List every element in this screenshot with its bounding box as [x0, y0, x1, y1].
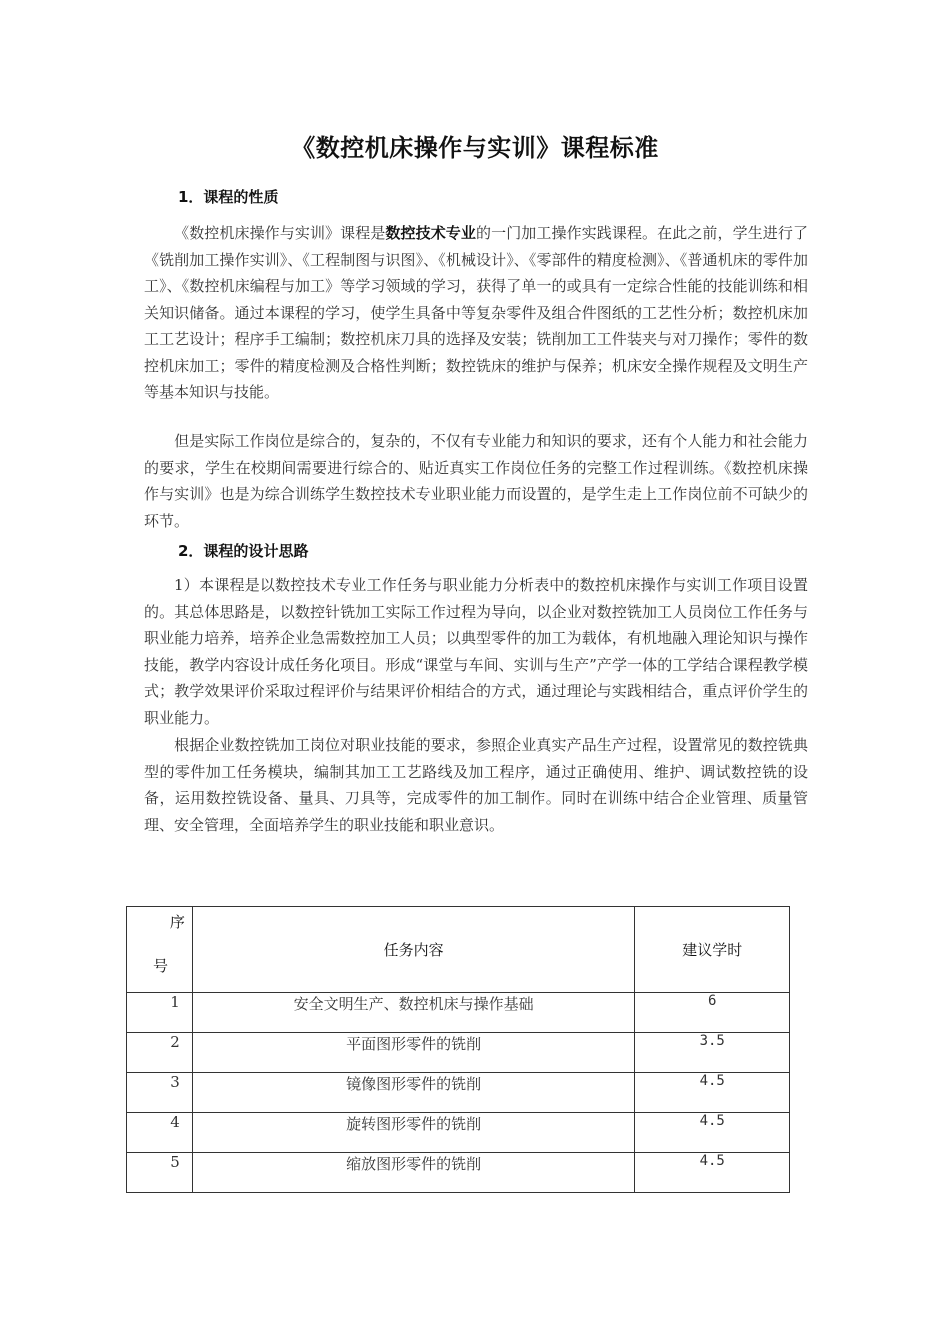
table-row	[127, 1073, 790, 1113]
row-number: 3	[127, 1073, 193, 1113]
task-table	[126, 906, 790, 1193]
row-task: 平面图形零件的铣削	[192, 1033, 635, 1073]
paragraph-nature-2	[144, 428, 808, 534]
paragraph-nature-2-text: 但是实际工作岗位是综合的，复杂的，不仅有专业能力和知识的要求，还有个人能力和社会能力的要求，学生在校期间需要进行综合的、贴近真实工作岗位任务的完整工作过程训练。《数控机床操作与实训》也是为综合训练学生数控技术专业职业能力而设置的，是学生走上工作岗位前不可缺少的环节。	[144, 432, 808, 530]
row-number: 4	[127, 1113, 193, 1153]
row-hours: 6	[635, 993, 790, 1033]
paragraph-design-2	[144, 732, 808, 838]
header-task: 任务内容	[192, 907, 635, 993]
row-hours: 3.5	[635, 1033, 790, 1073]
row-task: 旋转图形零件的铣削	[192, 1113, 635, 1153]
row-number: 1	[127, 993, 193, 1033]
row-task: 镜像图形零件的铣削	[192, 1073, 635, 1113]
document-title: 《数控机床操作与实训》课程标准	[291, 134, 659, 162]
header-hours: 建议学时	[635, 907, 790, 993]
paragraph-nature-1-post: 的一门加工操作实践课程。在此之前，学生进行了《铣削加工操作实训》、《工程制图与识图》、《机械设计》、《零部件的精度检测》、《普通机床的零件加工》、《数控机床编程与加工》等学习领域的学习，获得了单一的或具有一定综合性能的技能训练和相关知识储备。通过本课程的学习，使学生具备中等复杂零件及组合件图纸的工艺性分析；数控机床加工工艺设计；程序手工编制；数控机床刀具的选择及安装；铣削加工工件装夹与对刀操作；零件的数控机床加工；零件的精度检测及合格性判断；数控铣床的维护与保养；机床安全操作规程及文明生产等基本知识与技能。	[144, 224, 808, 401]
paragraph-design-1	[144, 572, 808, 731]
header-number-bottom: 号	[153, 957, 169, 975]
paragraph-design-1-text: 1）本课程是以数控技术专业工作任务与职业能力分析表中的数控机床操作与实训工作项目设置的。其总体思路是，以数控针铣加工实际工作过程为导向，以企业对数控铣加工人员岗位工作任务与职业能力培养，培养企业急需数控加工人员；以典型零件的加工为载体，有机地融入理论知识与操作技能，教学内容设计成任务化项目。形成“课堂与车间、实训与生产”产学一体的工学结合课程教学模式；教学效果评价采取过程评价与结果评价相结合的方式，通过理论与实践相结合，重点评价学生的职业能力。	[144, 576, 808, 727]
row-task: 缩放图形零件的铣削	[192, 1153, 635, 1193]
table-row	[127, 1113, 790, 1153]
section-heading-nature: 1．课程的性质	[178, 188, 279, 206]
row-hours: 4.5	[635, 1073, 790, 1113]
row-hours: 4.5	[635, 1153, 790, 1193]
paragraph-nature-1-bold: 数控技术专业	[385, 224, 476, 242]
table-row	[127, 993, 790, 1033]
section-heading-design: 2．课程的设计思路	[178, 542, 309, 560]
table-row	[127, 1153, 790, 1193]
header-number	[127, 907, 193, 993]
table-header-row	[127, 907, 790, 993]
row-hours: 4.5	[635, 1113, 790, 1153]
paragraph-nature-1-pre: 《数控机床操作与实训》课程是	[174, 224, 386, 242]
row-number: 2	[127, 1033, 193, 1073]
row-number: 5	[127, 1153, 193, 1193]
paragraph-nature-1	[144, 220, 808, 406]
header-number-top: 序	[169, 913, 185, 931]
table-row	[127, 1033, 790, 1073]
paragraph-design-2-text: 根据企业数控铣加工岗位对职业技能的要求，参照企业真实产品生产过程，设置常见的数控铣典型的零件加工任务模块，编制其加工工艺路线及加工程序，通过正确使用、维护、调试数控铣的设备，运用数控铣设备、量具、刀具等，完成零件的加工制作。同时在训练中结合企业管理、质量管理、安全管理，全面培养学生的职业技能和职业意识。	[144, 736, 808, 834]
row-task: 安全文明生产、数控机床与操作基础	[192, 993, 635, 1033]
